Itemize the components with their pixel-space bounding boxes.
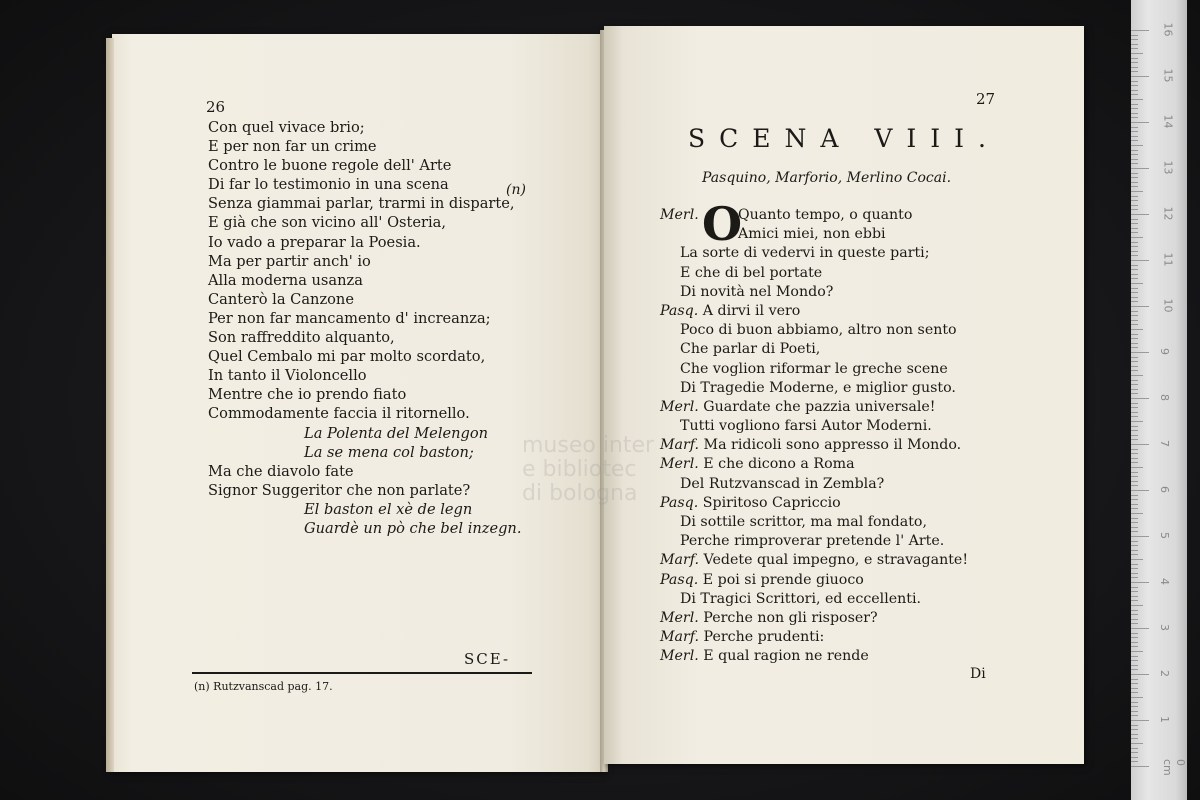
dialog-row [660,628,968,647]
ruler-label: 5 [1158,532,1171,539]
ruler-label: 1 [1158,716,1171,723]
ruler-tick [1131,361,1138,362]
speaker-label: Merl. [660,398,699,415]
dialog-text: Di Tragedie Moderne, e miglior gusto. [680,379,956,396]
dialog-text: Tutti vogliono farsi Autor Moderni. [680,418,932,435]
speaker-label: Merl. [660,456,699,473]
ruler-tick [1131,237,1143,238]
ruler-tick [1131,651,1143,652]
ruler-tick [1131,375,1143,376]
footnote-rule [192,672,532,674]
ruler-tick [1131,384,1138,385]
song-line: La se mena col baston; [304,443,474,461]
verse-line: Signor Suggeritor che non parlate? [208,481,471,499]
ruler-tick [1131,633,1138,634]
ruler-label: 10 [1161,298,1175,313]
footnote-marker: (n) [506,182,526,198]
ruler-tick [1131,568,1138,569]
speaker-label: Merl. [660,207,699,223]
ruler-tick [1131,62,1138,63]
ruler-tick [1131,416,1138,417]
dialog-row [660,302,968,321]
ruler-tick [1131,288,1138,289]
ruler-label: 0 cm [1161,759,1187,776]
ruler-tick [1131,587,1138,588]
ruler-tick [1131,186,1138,187]
ruler-tick [1131,48,1138,49]
dialog-row [660,398,968,417]
ruler-tick [1131,582,1149,583]
ruler-tick [1131,334,1138,335]
ruler-tick [1131,370,1138,371]
ruler-label: 9 [1158,348,1171,355]
verse-line: Canterò la Canzone [208,290,354,308]
left-verse-block [208,118,521,538]
ruler-tick [1131,605,1143,606]
ruler-tick [1131,269,1138,270]
ruler-label: 7 [1158,440,1171,447]
dialog-row [660,647,968,666]
ruler-label: 16 [1161,22,1175,37]
ruler-tick [1131,228,1138,229]
ruler-tick [1131,656,1138,657]
ruler-tick [1131,545,1138,546]
dialog-text: E che di bel portate [680,264,823,281]
ruler-label: 8 [1158,394,1171,401]
drop-cap: O [702,197,743,251]
ruler-tick [1131,412,1138,413]
dialog-text: A dirvi il vero [702,302,801,319]
dialog-text: Quanto tempo, o quanto [738,207,913,223]
ruler-tick [1131,94,1138,95]
ruler-tick [1131,688,1138,689]
dialog-row [660,609,968,628]
ruler-tick [1131,490,1149,491]
ruler-tick [1131,476,1138,477]
ruler-tick [1131,329,1143,330]
ruler-tick [1131,577,1138,578]
dialog-text: E che dicono a Roma [703,456,855,473]
ruler-tick [1131,458,1138,459]
ruler-label: 12 [1161,206,1175,221]
ruler-tick [1131,499,1138,500]
dialog-text: Che parlar di Poeti, [680,341,821,358]
ruler-tick [1131,104,1138,105]
ruler-tick [1131,200,1138,201]
ruler-tick [1131,196,1138,197]
ruler-tick [1131,205,1138,206]
ruler-tick [1131,85,1138,86]
dialog-text: Poco di buon abbiamo, altro non sento [680,322,957,339]
ruler-tick [1131,177,1138,178]
dialog-text: Di sottile scrittor, ma mal fondato, [680,514,927,530]
verse-line: Contro le buone regole dell' Arte [208,157,452,175]
ruler-tick [1131,600,1138,601]
ruler-tick [1131,407,1138,408]
dialog-row [660,475,968,494]
verse-line: Di far lo testimonio in una scena [208,176,449,194]
ruler-tick [1131,297,1138,298]
ruler-tick [1131,573,1138,574]
verse-line: Per non far mancamento d' increanza; [208,309,491,327]
ruler-tick [1131,352,1149,353]
ruler-tick [1131,637,1138,638]
ruler-tick [1131,324,1138,325]
dialog-row [660,494,968,513]
ruler-tick [1131,154,1138,155]
dialog-row [660,417,968,436]
ruler-tick [1131,439,1138,440]
verse-line: Mentre che io prendo fiato [208,386,407,404]
ruler-tick [1131,182,1138,183]
ruler-tick [1131,734,1138,735]
ruler-tick [1131,669,1138,670]
ruler-tick [1131,660,1138,661]
ruler-tick [1131,683,1138,684]
ruler-tick [1131,35,1138,36]
ruler-tick [1131,131,1138,132]
ruler-tick [1131,642,1138,643]
ruler-tick [1131,283,1143,284]
ruler-tick [1131,430,1138,431]
ruler-tick [1131,679,1138,680]
ruler-tick [1131,711,1138,712]
dialog-row [660,340,968,359]
ruler-tick [1131,729,1138,730]
ruler-tick [1131,127,1138,128]
ruler-tick [1131,531,1138,532]
dialog-text: Di novità nel Mondo? [680,283,834,300]
dialog-text: E qual ragion ne rende [703,648,869,665]
ruler-tick [1131,39,1138,40]
ruler-label: 15 [1161,68,1175,83]
ruler-tick [1131,159,1138,160]
ruler-tick [1131,403,1138,404]
ruler-tick [1131,508,1138,509]
ruler-tick [1131,306,1149,307]
dialog-row [660,321,968,340]
ruler-tick [1131,357,1138,358]
verse-line: Io vado a preparar la Poesia. [208,233,421,251]
ruler-tick [1131,706,1138,707]
ruler-tick [1131,752,1138,753]
ruler-tick [1131,421,1143,422]
ruler-label: 13 [1161,160,1175,175]
verse-line: Con quel vivace brio; [208,119,365,136]
ruler-tick [1131,692,1138,693]
ruler-tick [1131,265,1138,266]
speaker-label: Marf. [660,552,700,569]
dialog-row [660,513,968,532]
ruler-tick [1131,173,1138,174]
ruler-tick [1131,481,1138,482]
ruler-tick [1131,301,1138,302]
ruler-tick [1131,720,1149,721]
verse-line: Ma per partir anch' io [208,252,371,270]
ruler-tick [1131,145,1143,146]
ruler-label: 2 [1158,670,1171,677]
dialog-row [660,225,968,244]
ruler-tick [1131,393,1138,394]
dialog-block [660,197,969,667]
dialog-text: Perche prudenti: [703,629,825,646]
verse-line: Alla moderna usanza [208,271,363,289]
ruler-tick [1131,163,1138,164]
song-line: La Polenta del Melengon [304,424,489,442]
ruler-tick [1131,541,1138,542]
ruler-tick [1131,715,1138,716]
ruler-tick [1131,697,1143,698]
song-line: El baston el xè de legn [304,500,473,518]
dialog-row [660,455,968,474]
speaker-label: Marf. [660,629,700,646]
ruler-label: 3 [1158,624,1171,631]
ruler-tick [1131,564,1138,565]
ruler-tick [1131,191,1143,192]
ruler-tick [1131,725,1138,726]
dialog-text: Che voglion riformar le greche scene [680,360,948,377]
ruler-tick [1131,426,1138,427]
dialog-text: E poi si prende giuoco [702,571,864,588]
dialog-row [660,571,968,590]
ruler-tick [1131,435,1138,436]
ruler-tick [1131,559,1143,560]
ruler-tick [1131,150,1138,151]
dialog-text: Perche rimproverar pretende l' Arte. [680,533,945,550]
ruler-tick [1131,550,1138,551]
ruler-tick [1131,311,1138,312]
character-list: Pasquino, Marforio, Merlino Cocai. [702,170,952,186]
verse-line: Quel Cembalo mi par molto scordato, [208,348,486,366]
ruler-tick [1131,242,1138,243]
ruler-tick [1131,444,1149,445]
ruler-tick [1131,527,1138,528]
ruler-tick [1131,320,1138,321]
dialog-row [660,551,968,570]
ruler-tick [1131,522,1138,523]
ruler-tick [1131,347,1138,348]
ruler-tick [1131,53,1143,54]
ruler-tick [1131,255,1138,256]
ruler-label: 4 [1158,578,1171,585]
ruler-tick [1131,614,1138,615]
ruler-tick [1131,214,1149,215]
ruler-tick [1131,628,1149,629]
ruler-tick [1131,536,1149,537]
ruler-tick [1131,274,1138,275]
ruler-tick [1131,504,1138,505]
speaker-label: Merl. [660,609,699,626]
speaker-label: Pasq. [660,302,699,319]
speaker-label: Pasq. [660,571,699,588]
ruler-tick [1131,389,1138,390]
watermark: museo inter e bibliotec di bologna [522,433,655,506]
speaker-label: Merl. [660,648,699,665]
ruler-label: 11 [1161,252,1175,267]
ruler-tick [1131,596,1138,597]
ruler-tick [1131,81,1138,82]
dialog-text: Amici miei, non ebbi [738,226,886,243]
ruler-label: 6 [1158,486,1171,493]
verse-line: E per non far un crime [208,138,377,156]
ruler-tick [1131,619,1138,620]
dialog-row [660,436,968,455]
ruler-tick [1131,99,1143,100]
ruler-tick [1131,610,1138,611]
catchword: Di [970,666,986,682]
dialog-row [660,283,968,302]
ruler-tick [1131,554,1138,555]
ruler-tick [1131,251,1138,252]
verse-line: In tanto il Violoncello [208,367,367,385]
dialog-row [660,244,968,263]
song-line: Guardè un pò che bel inzegn. [304,519,522,537]
footnote-text: (n) Rutzvanscad pag. 17. [194,680,333,693]
ruler-tick [1131,738,1138,739]
ruler-tick [1131,472,1138,473]
ruler-tick [1131,136,1138,137]
verse-line: Commodamente faccia il ritornello. [208,405,470,423]
dialog-text: Di Tragici Scrittori, ed eccellenti. [680,590,922,607]
ruler-tick [1131,757,1138,758]
dialog-row [660,532,968,551]
ruler-tick [1131,453,1138,454]
speaker-label: Marf. [660,437,700,454]
ruler-tick [1131,485,1138,486]
ruler-tick [1131,113,1138,114]
ruler-tick [1131,246,1138,247]
ruler-tick [1131,646,1138,647]
dialog-row [660,590,968,609]
dialog-row [660,360,968,379]
ruler-tick [1131,398,1149,399]
ruler-tick [1131,462,1138,463]
measuring-ruler [1131,0,1187,800]
ruler-tick [1131,623,1138,624]
ruler-tick [1131,467,1143,468]
dialog-text: Spiritoso Capriccio [702,494,841,511]
dialog-text: Vedete qual impegno, e stravagante! [703,552,969,569]
ruler-tick [1131,122,1149,123]
dialog-text: Guardate che pazzia universale! [703,398,936,415]
dialog-row [660,379,968,398]
ruler-tick [1131,90,1138,91]
ruler-tick [1131,168,1149,169]
ruler-tick [1131,674,1149,675]
verse-line: Ma che diavolo fate [208,462,354,480]
dialog-text: Del Rutzvanscad in Zembla? [680,475,885,492]
right-page-number: 27 [976,90,996,108]
dialog-text: Ma ridicoli sono appresso il Mondo. [703,437,962,454]
ruler-tick [1131,209,1138,210]
ruler-tick [1131,108,1138,109]
ruler-tick [1131,665,1138,666]
ruler-tick [1131,449,1138,450]
verse-line: E già che son vicino all' Osteria, [208,214,447,232]
ruler-tick [1131,278,1138,279]
ruler-tick [1131,518,1138,519]
ruler-tick [1131,343,1138,344]
ruler-tick [1131,67,1138,68]
ruler-tick [1131,591,1138,592]
ruler-tick [1131,495,1138,496]
ruler-tick [1131,315,1138,316]
verse-line: Senza giammai parlar, trarmi in disparte, [208,195,515,213]
ruler-tick [1131,30,1149,31]
catchword: SCE- [464,650,511,668]
ruler-tick [1131,219,1138,220]
left-page [112,34,608,772]
ruler-tick [1131,761,1138,762]
ruler-tick [1131,513,1143,514]
ruler-tick [1131,380,1138,381]
scene-heading: SCENA VIII. [688,124,1001,153]
ruler-tick [1131,292,1138,293]
dialog-text: La sorte di vedervi in queste parti; [680,245,930,262]
left-page-number: 26 [206,98,226,116]
ruler-tick [1131,140,1138,141]
ruler-tick [1131,702,1138,703]
dialog-text: Perche non gli risposer? [703,609,878,626]
ruler-tick [1131,232,1138,233]
ruler-label: 14 [1161,114,1175,129]
ruler-tick [1131,223,1138,224]
ruler-tick [1131,76,1149,77]
verse-line: Son raffreddito alquanto, [208,329,395,347]
ruler-tick [1131,766,1149,767]
ruler-tick [1131,44,1138,45]
ruler-tick [1131,366,1138,367]
dialog-row [660,264,968,283]
ruler-tick [1131,71,1138,72]
right-page [604,26,1084,764]
ruler-tick [1131,748,1138,749]
ruler-tick [1131,338,1138,339]
speaker-label: Pasq. [660,494,699,511]
ruler-tick [1131,58,1138,59]
ruler-tick [1131,743,1143,744]
ruler-tick [1131,117,1138,118]
ruler-tick [1131,260,1149,261]
